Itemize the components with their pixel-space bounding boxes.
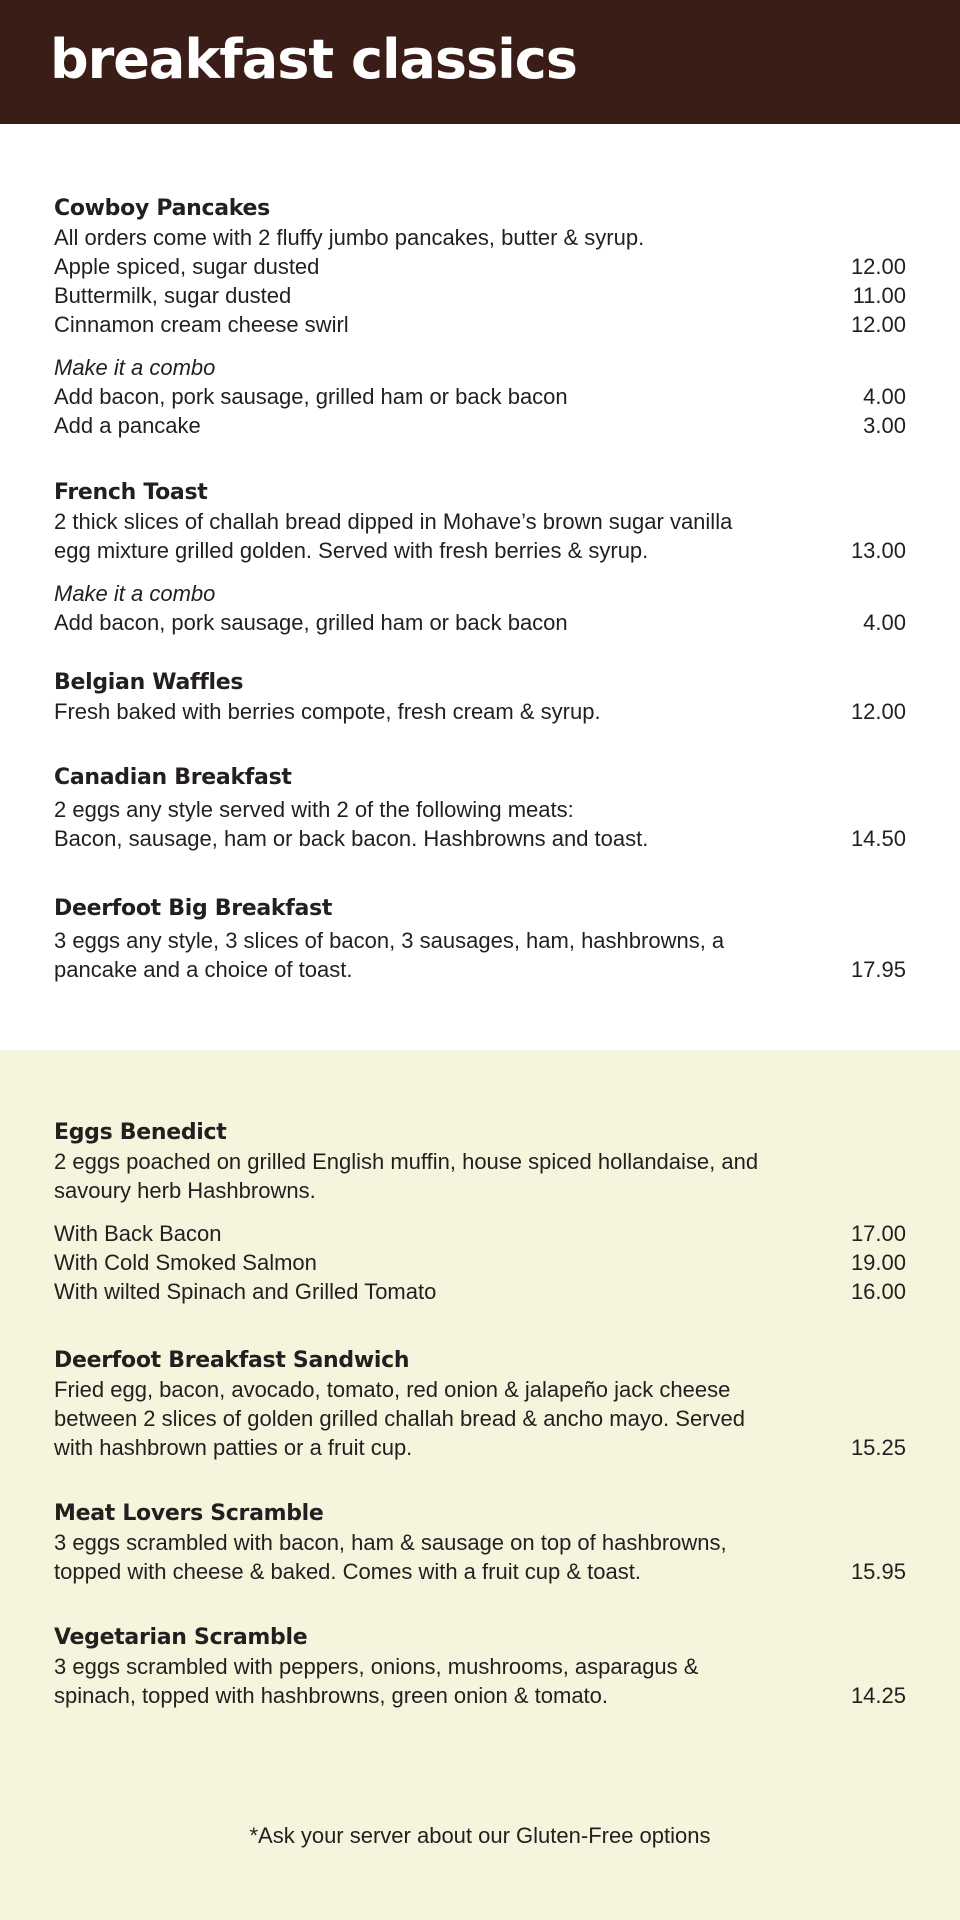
price: 17.00 [850,1221,906,1246]
price: 17.95 [850,957,906,982]
price: 14.50 [850,826,906,851]
item-description: 2 eggs any style served with 2 of the following meats: Bacon, sausage, ham or back bacon. Hashbrowns and toast. 14.50 [54,797,906,851]
menu-item-french-toast [54,479,906,637]
menu-item-deerfoot-breakfast-sandwich [54,1347,906,1462]
menu-item-belgian-waffles [54,669,906,726]
item-description: 3 eggs scrambled with bacon, ham & sausage on top of hashbrowns, topped with cheese & baked. Comes with a fruit cup & toast. 15.95 [54,1530,906,1584]
price: 4.00 [863,384,906,409]
item-description: Fried egg, bacon, avocado, tomato, red onion & jalapeño jack cheese between 2 slices of golden grilled challah bread & ancho mayo. Served with hashbrown patties or a fruit cup. 15.25 [54,1377,906,1460]
item-title: Cowboy Pancakes [54,196,270,221]
price: 11.00 [852,283,906,308]
menu-option: With Back Bacon 17.00 [54,1221,906,1246]
menu-option: Cinnamon cream cheese swirl 12.00 [54,312,906,337]
price: 19.00 [850,1250,906,1275]
item-intro: All orders come with 2 fluffy jumbo pancakes, butter & syrup. [54,225,645,250]
combo-option: Add bacon, pork sausage, grilled ham or back bacon 4.00 [54,384,906,409]
item-title: Deerfoot Big Breakfast [54,896,333,921]
menu-item-canadian-breakfast [54,764,906,853]
menu-item-eggs-benedict [54,1119,906,1306]
white-menu-section [0,124,960,1050]
item-title: Belgian Waffles [54,670,244,695]
item-title: Canadian Breakfast [54,765,292,790]
menu-item-cowboy-pancakes [54,195,906,440]
item-description: 3 eggs any style, 3 slices of bacon, 3 sausages, ham, hashbrowns, a pancake and a choice of toast. 17.95 [54,928,906,982]
menu-item-deerfoot-big-breakfast [54,895,906,984]
price: 4.00 [863,610,906,635]
combo-option: Add a pancake 3.00 [54,413,906,438]
page-title: breakfast classics [50,28,577,91]
price: 3.00 [863,413,906,438]
item-title: Deerfoot Breakfast Sandwich [54,1348,410,1373]
menu-item-vegetarian-scramble [54,1624,906,1710]
combo-title: Make it a combo [54,581,216,606]
menu-option: Apple spiced, sugar dusted 12.00 [54,254,906,279]
price: 12.00 [850,699,906,724]
price: 15.95 [850,1559,906,1584]
menu-header [0,0,960,124]
item-title: Meat Lovers Scramble [54,1501,324,1526]
item-title: French Toast [54,480,208,505]
price: 12.00 [850,312,906,337]
price: 15.25 [850,1435,906,1460]
item-description: 2 eggs poached on grilled English muffin, house spiced hollandaise, and savoury herb Hashbrowns. [54,1149,759,1203]
gluten-free-note: *Ask your server about our Gluten-Free options [249,1823,711,1848]
price: 16.00 [850,1279,906,1304]
price: 13.00 [850,538,906,563]
combo-title: Make it a combo [54,355,216,380]
item-title: Vegetarian Scramble [54,1625,308,1650]
item-title: Eggs Benedict [54,1120,227,1145]
menu-item-meat-lovers-scramble [54,1500,906,1586]
menu-option: With Cold Smoked Salmon 19.00 [54,1250,906,1275]
price: 12.00 [850,254,906,279]
item-description: 2 thick slices of challah bread dipped in Mohave’s brown sugar vanilla egg mixture grilled golden. Served with fresh berries & syrup. 13.00 [54,509,906,563]
menu-option: With wilted Spinach and Grilled Tomato 16.00 [54,1279,906,1304]
item-description: 3 eggs scrambled with peppers, onions, mushrooms, asparagus & spinach, topped with hashbrowns, green onion & tomato. 14.25 [54,1654,906,1708]
menu-option: Buttermilk, sugar dusted 11.00 [54,283,906,308]
item-description: Fresh baked with berries compote, fresh cream & syrup. 12.00 [54,699,906,724]
cream-menu-section [0,1050,960,1920]
price: 14.25 [850,1683,906,1708]
combo-option: Add bacon, pork sausage, grilled ham or back bacon 4.00 [54,610,906,635]
